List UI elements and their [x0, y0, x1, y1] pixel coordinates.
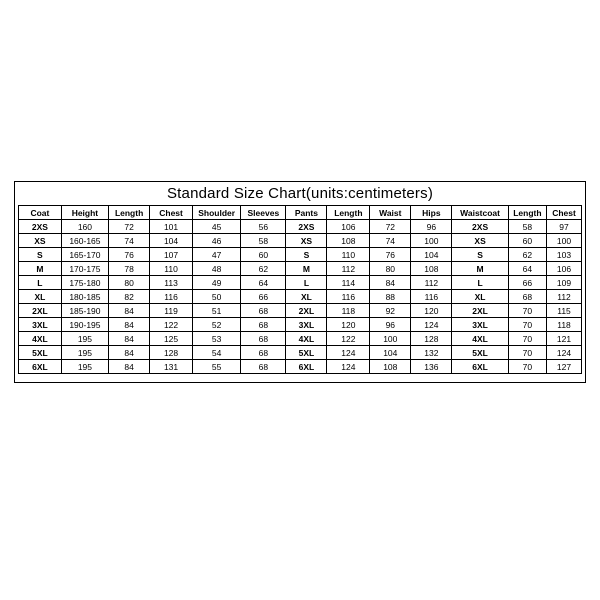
cell-hips: 108: [411, 262, 452, 276]
table-row: [19, 360, 582, 374]
cell-waistcoat-size: 4XL: [452, 332, 508, 346]
cell-waistcoat-length: 70: [508, 304, 546, 318]
cell-coat-size: 2XL: [19, 304, 62, 318]
table-row: [19, 220, 582, 234]
cell-waistcoat-size: XS: [452, 234, 508, 248]
cell-height: 170-175: [61, 262, 108, 276]
cell-coat-size: 5XL: [19, 346, 62, 360]
table-row: [19, 234, 582, 248]
cell-coat-chest: 113: [150, 276, 193, 290]
cell-shoulder: 47: [192, 248, 240, 262]
cell-pants-length: 118: [327, 304, 370, 318]
cell-sleeves: 60: [241, 248, 286, 262]
cell-sleeves: 62: [241, 262, 286, 276]
cell-coat-length: 78: [109, 262, 150, 276]
column-header-waistcoat-chest: Chest: [547, 206, 582, 220]
cell-pants-size: 5XL: [286, 346, 327, 360]
cell-waistcoat-chest: 100: [547, 234, 582, 248]
cell-waist: 80: [370, 262, 411, 276]
table-row: [19, 318, 582, 332]
cell-coat-chest: 128: [150, 346, 193, 360]
cell-sleeves: 68: [241, 318, 286, 332]
cell-waist: 96: [370, 318, 411, 332]
column-header-waist: Waist: [370, 206, 411, 220]
cell-waistcoat-chest: 97: [547, 220, 582, 234]
column-header-sleeves: Sleeves: [241, 206, 286, 220]
cell-waistcoat-size: M: [452, 262, 508, 276]
cell-waist: 104: [370, 346, 411, 360]
cell-coat-size: 2XS: [19, 220, 62, 234]
cell-sleeves: 68: [241, 332, 286, 346]
cell-coat-chest: 131: [150, 360, 193, 374]
cell-coat-length: 76: [109, 248, 150, 262]
cell-shoulder: 46: [192, 234, 240, 248]
column-header-pants-length: Length: [327, 206, 370, 220]
cell-height: 190-195: [61, 318, 108, 332]
cell-pants-size: 6XL: [286, 360, 327, 374]
cell-hips: 104: [411, 248, 452, 262]
cell-coat-chest: 125: [150, 332, 193, 346]
table-row: [19, 248, 582, 262]
cell-waistcoat-size: 6XL: [452, 360, 508, 374]
cell-sleeves: 58: [241, 234, 286, 248]
cell-height: 185-190: [61, 304, 108, 318]
cell-waist: 108: [370, 360, 411, 374]
cell-pants-length: 124: [327, 346, 370, 360]
cell-height: 180-185: [61, 290, 108, 304]
cell-sleeves: 56: [241, 220, 286, 234]
cell-coat-size: S: [19, 248, 62, 262]
cell-hips: 132: [411, 346, 452, 360]
cell-pants-length: 108: [327, 234, 370, 248]
cell-pants-length: 124: [327, 360, 370, 374]
cell-pants-size: 2XS: [286, 220, 327, 234]
cell-shoulder: 55: [192, 360, 240, 374]
cell-height: 195: [61, 332, 108, 346]
cell-waist: 92: [370, 304, 411, 318]
cell-coat-size: M: [19, 262, 62, 276]
cell-height: 195: [61, 360, 108, 374]
cell-hips: 128: [411, 332, 452, 346]
cell-coat-length: 82: [109, 290, 150, 304]
cell-pants-size: L: [286, 276, 327, 290]
cell-shoulder: 51: [192, 304, 240, 318]
cell-waistcoat-size: S: [452, 248, 508, 262]
cell-shoulder: 48: [192, 262, 240, 276]
cell-pants-length: 114: [327, 276, 370, 290]
cell-waistcoat-size: L: [452, 276, 508, 290]
cell-waistcoat-length: 68: [508, 290, 546, 304]
cell-waistcoat-length: 70: [508, 318, 546, 332]
cell-hips: 120: [411, 304, 452, 318]
cell-waistcoat-size: XL: [452, 290, 508, 304]
cell-hips: 136: [411, 360, 452, 374]
cell-coat-length: 84: [109, 332, 150, 346]
cell-waistcoat-chest: 124: [547, 346, 582, 360]
cell-coat-length: 74: [109, 234, 150, 248]
cell-coat-size: L: [19, 276, 62, 290]
cell-hips: 124: [411, 318, 452, 332]
column-header-height: Height: [61, 206, 108, 220]
cell-waistcoat-size: 2XS: [452, 220, 508, 234]
cell-waist: 76: [370, 248, 411, 262]
cell-coat-length: 84: [109, 346, 150, 360]
cell-pants-length: 106: [327, 220, 370, 234]
cell-waistcoat-size: 5XL: [452, 346, 508, 360]
column-header-coat: Coat: [19, 206, 62, 220]
cell-shoulder: 45: [192, 220, 240, 234]
cell-coat-length: 84: [109, 318, 150, 332]
cell-waistcoat-length: 60: [508, 234, 546, 248]
size-chart-panel: [14, 181, 586, 383]
page-title: Standard Size Chart(units:centimeters): [166, 185, 434, 202]
cell-height: 160: [61, 220, 108, 234]
cell-coat-chest: 104: [150, 234, 193, 248]
cell-height: 160-165: [61, 234, 108, 248]
cell-hips: 116: [411, 290, 452, 304]
column-header-pants: Pants: [286, 206, 327, 220]
cell-waistcoat-length: 58: [508, 220, 546, 234]
cell-waistcoat-chest: 109: [547, 276, 582, 290]
table-row: [19, 262, 582, 276]
cell-waistcoat-chest: 115: [547, 304, 582, 318]
cell-pants-size: M: [286, 262, 327, 276]
cell-coat-length: 84: [109, 360, 150, 374]
cell-coat-chest: 110: [150, 262, 193, 276]
table-header-row: [19, 206, 582, 220]
cell-coat-size: 6XL: [19, 360, 62, 374]
cell-coat-length: 80: [109, 276, 150, 290]
cell-pants-length: 116: [327, 290, 370, 304]
cell-waistcoat-length: 70: [508, 360, 546, 374]
cell-waistcoat-length: 66: [508, 276, 546, 290]
table-row: [19, 304, 582, 318]
cell-hips: 112: [411, 276, 452, 290]
cell-waist: 88: [370, 290, 411, 304]
cell-shoulder: 52: [192, 318, 240, 332]
cell-coat-length: 72: [109, 220, 150, 234]
table-row: [19, 290, 582, 304]
cell-waistcoat-size: 2XL: [452, 304, 508, 318]
cell-shoulder: 49: [192, 276, 240, 290]
table-row: [19, 346, 582, 360]
size-chart-table: [18, 205, 582, 374]
column-header-hips: Hips: [411, 206, 452, 220]
cell-waistcoat-chest: 127: [547, 360, 582, 374]
column-header-shoulder: Shoulder: [192, 206, 240, 220]
cell-shoulder: 53: [192, 332, 240, 346]
cell-pants-size: 3XL: [286, 318, 327, 332]
cell-waistcoat-length: 70: [508, 332, 546, 346]
cell-pants-size: S: [286, 248, 327, 262]
cell-hips: 96: [411, 220, 452, 234]
cell-waistcoat-length: 62: [508, 248, 546, 262]
cell-sleeves: 64: [241, 276, 286, 290]
cell-sleeves: 66: [241, 290, 286, 304]
cell-pants-size: XS: [286, 234, 327, 248]
cell-shoulder: 54: [192, 346, 240, 360]
cell-coat-chest: 119: [150, 304, 193, 318]
cell-waistcoat-chest: 112: [547, 290, 582, 304]
cell-shoulder: 50: [192, 290, 240, 304]
cell-coat-size: XL: [19, 290, 62, 304]
cell-pants-size: XL: [286, 290, 327, 304]
cell-pants-size: 4XL: [286, 332, 327, 346]
cell-pants-length: 112: [327, 262, 370, 276]
column-header-waistcoat: Waistcoat: [452, 206, 508, 220]
cell-coat-chest: 107: [150, 248, 193, 262]
cell-waistcoat-length: 70: [508, 346, 546, 360]
column-header-waistcoat-length: Length: [508, 206, 546, 220]
cell-coat-size: XS: [19, 234, 62, 248]
cell-coat-size: 4XL: [19, 332, 62, 346]
cell-waistcoat-size: 3XL: [452, 318, 508, 332]
cell-sleeves: 68: [241, 346, 286, 360]
column-header-coat-length: Length: [109, 206, 150, 220]
cell-pants-length: 122: [327, 332, 370, 346]
cell-waistcoat-length: 64: [508, 262, 546, 276]
cell-waistcoat-chest: 103: [547, 248, 582, 262]
cell-height: 165-170: [61, 248, 108, 262]
cell-coat-chest: 101: [150, 220, 193, 234]
cell-waist: 72: [370, 220, 411, 234]
cell-waist: 84: [370, 276, 411, 290]
cell-waist: 100: [370, 332, 411, 346]
cell-coat-size: 3XL: [19, 318, 62, 332]
cell-sleeves: 68: [241, 304, 286, 318]
cell-waistcoat-chest: 121: [547, 332, 582, 346]
cell-height: 175-180: [61, 276, 108, 290]
cell-waistcoat-chest: 118: [547, 318, 582, 332]
cell-pants-length: 110: [327, 248, 370, 262]
column-header-coat-chest: Chest: [150, 206, 193, 220]
cell-pants-length: 120: [327, 318, 370, 332]
cell-coat-length: 84: [109, 304, 150, 318]
table-row: [19, 276, 582, 290]
cell-height: 195: [61, 346, 108, 360]
cell-waist: 74: [370, 234, 411, 248]
cell-hips: 100: [411, 234, 452, 248]
cell-pants-size: 2XL: [286, 304, 327, 318]
cell-sleeves: 68: [241, 360, 286, 374]
cell-coat-chest: 116: [150, 290, 193, 304]
table-row: [19, 332, 582, 346]
cell-coat-chest: 122: [150, 318, 193, 332]
cell-waistcoat-chest: 106: [547, 262, 582, 276]
